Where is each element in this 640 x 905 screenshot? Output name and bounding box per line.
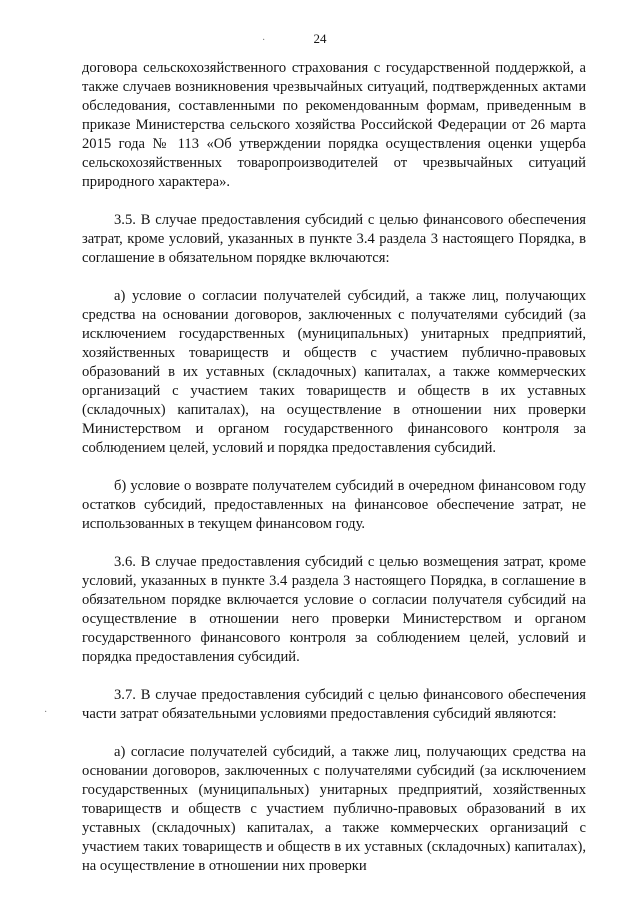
paragraph-3-5-b: б) условие о возврате получателем субсидий в очередном финансовом году остатков субсидий, предоставленных на финансовое обеспечение затрат, не использованных в текущем финансовом году. [82,478,586,532]
page-number: 24 [313,31,327,46]
paragraph-3-7: 3.7. В случае предоставления субсидий с целью финансового обеспечения части затрат обязательными условиями предоставления субсидий являются: [82,687,586,722]
scan-mark: · [262,35,266,46]
paragraph-3-7-a: а) согласие получателей субсидий, а также лиц, получающих средства на основании договоров, заключенных с получателями субсидий (за исключением государственных (муниципальных) унитарных предприятий, хозяйственных товариществ и обществ с участием публично-правовых образований в их уставных (складочных) капиталах, а также коммерческих организаций с участием таких товариществ и обществ в их уставных (складочных) капиталах), на осуществление в отношении них проверки [82,744,586,874]
paragraph-3-6: 3.6. В случае предоставления субсидий с целью возмещения затрат, кроме условий, указанных в пункте 3.4 раздела 3 настоящего Порядка, в соглашение в обязательном порядке включается условие о согласии получателя субсидий на осуществление в отношении него проверки Министерством и органом государственного финансового контроля за соблюдением целей, условий и порядка предоставления субсидий. [82,554,586,665]
paragraph-3-5: 3.5. В случае предоставления субсидий с целью финансового обеспечения затрат, кроме условий, указанных в пункте 3.4 раздела 3 настоящего Порядка, в соглашение в обязательном порядке включаются: [82,212,586,266]
scan-mark: · [44,707,48,718]
document-body [82,59,586,876]
paragraph-3-5-a: а) условие о согласии получателей субсидий, а также лиц, получающих средства на основании договоров, заключенных с получателями субсидий (за исключением государственных (муниципальных) унитарных предприятий, хозяйственных товариществ и обществ с участием публично-правовых образований в их уставных (складочных) капиталах, а также коммерческих организаций с участием таких товариществ и обществ в их уставных (складочных) капиталах), на осуществление в отношении них проверки Министерством и органом государственного финансового контроля за соблюдением целей, условий и порядка предоставления субсидий. [82,288,586,456]
paragraph-continuation: договора сельскохозяйственного страхования с государственной поддержкой, а также случаев возникновения чрезвычайных ситуаций, подтвержденных актами обследования, составленными по рекомендованным формам, приведенным в приказе Министерства сельского хозяйства Российской Федерации от 26 марта 2015 года № 113 «Об утверждении порядка осуществления оценки ущерба сельскохозяйственных товаропроизводителей от чрезвычайных ситуаций природного характера». [82,60,586,190]
